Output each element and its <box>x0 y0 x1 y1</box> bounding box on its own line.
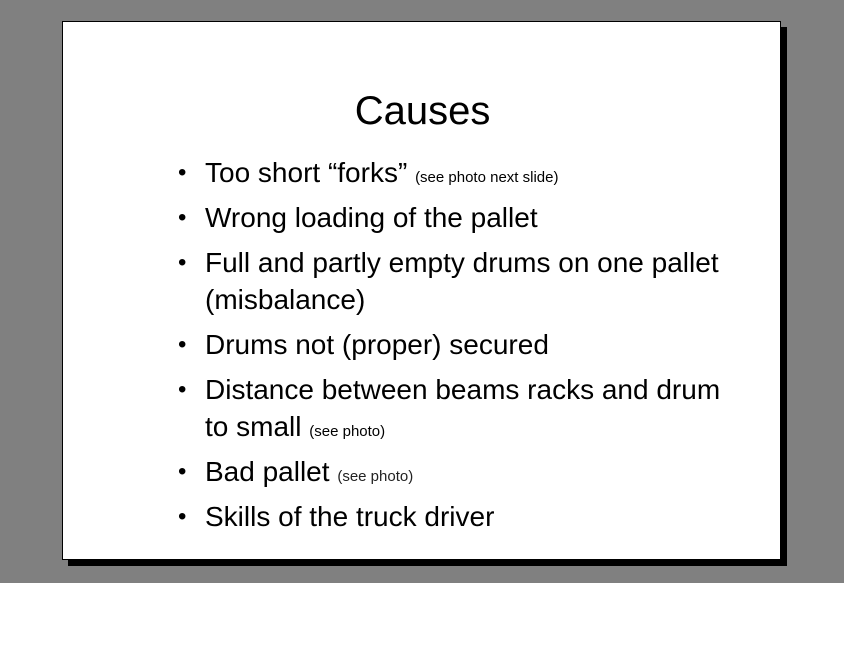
bullet-item <box>175 371 745 445</box>
bullet-icon: • <box>178 249 187 276</box>
bullet-icon: • <box>178 503 187 530</box>
bullet-note: (see photo next slide) <box>415 169 559 186</box>
bullet-item <box>175 199 745 236</box>
bullet-icon: • <box>178 458 187 485</box>
bullet-text: Bad pallet <box>205 456 338 487</box>
slide-title: Causes <box>354 89 491 133</box>
bullet-note: (see photo) <box>309 423 386 440</box>
bullet-icon: • <box>178 331 187 358</box>
bullet-text: Distance between beams racks and drum to small <box>205 374 721 442</box>
bullet-text: Drums not (proper) secured <box>205 329 549 360</box>
bullet-text: Too short “forks” <box>205 157 416 188</box>
bullet-icon: • <box>178 376 187 403</box>
bullet-text: Full and partly empty drums on one pallet (misbalance) <box>205 247 719 315</box>
bullet-text: Wrong loading of the pallet <box>205 202 538 233</box>
bullet-icon: • <box>178 159 187 186</box>
bullet-item <box>175 154 745 191</box>
slide <box>62 21 781 560</box>
bullet-item <box>175 326 745 363</box>
bullet-item <box>175 244 745 318</box>
bullet-text: Skills of the truck driver <box>205 501 495 532</box>
bullet-item <box>175 453 745 490</box>
bullet-list <box>175 154 745 543</box>
bullet-icon: • <box>178 204 187 231</box>
bullet-note: (see photo) <box>337 468 414 485</box>
bullet-item <box>175 498 745 535</box>
